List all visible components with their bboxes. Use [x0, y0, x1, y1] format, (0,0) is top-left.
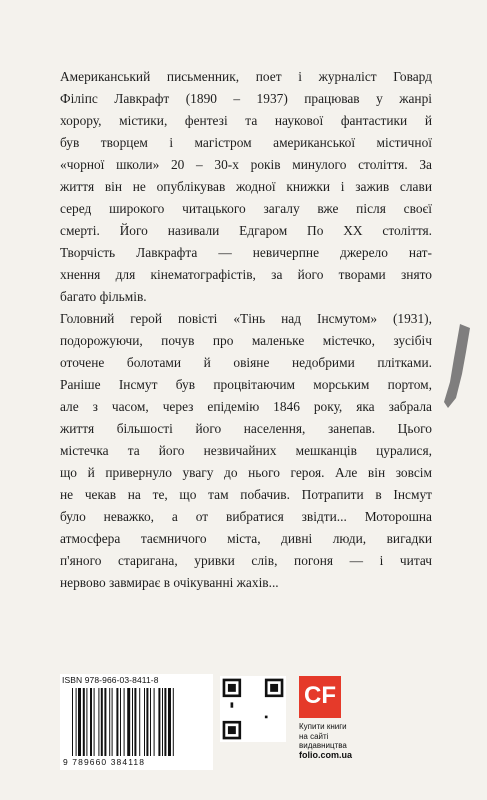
text-line: серед широкого читацького загалу вже після своєї: [60, 201, 432, 216]
text-line: не чекав на те, що там побачив. Потрапити в Інсмут: [60, 487, 432, 502]
publisher-line-1: Купити книги: [299, 722, 347, 731]
ink-smudge-decoration: [440, 322, 474, 410]
publisher-logo: CF: [299, 676, 341, 718]
text-line: хнення для кінематографістів, за його творами знято: [60, 267, 432, 282]
text-line: Творчість Лавкрафта — невичерпне джерело нат-: [60, 245, 432, 260]
text-line: життя він не опублікував жодної книжки і зажив слави: [60, 179, 432, 194]
annotation-text: [60, 66, 432, 594]
text-line: було неважко, а от вибратися звідти... Моторошна: [60, 509, 432, 524]
text-line: життя більшості його населення, занепав. Цього: [60, 421, 432, 436]
text-line: п'яного старигана, уривки слів, погоня — і читач: [60, 553, 432, 568]
text-line: нервово завмирає в очікуванні жахів...: [60, 575, 279, 590]
text-line: Головний герой повісті «Тінь над Інсмутом» (1931),: [60, 311, 432, 326]
text-line: «чорної школи» 20 – 30-х років минулого століття. За: [60, 157, 432, 172]
barcode-digits: 9 789660 384118: [63, 757, 146, 767]
text-line: Раніше Інсмут був процвітаючим морським портом,: [60, 377, 432, 392]
text-line: був творцем і магістром американської містичної: [60, 135, 432, 150]
publisher-line-3: видавництва: [299, 741, 347, 750]
text-line: але з часом, через епідемію 1846 року, яка забрала: [60, 399, 432, 414]
text-line: хорору, містики, фентезі та наукової фантастики й: [60, 113, 432, 128]
publisher-line-2: на сайті: [299, 731, 329, 741]
text-line: що й привернуло увагу до нього героя. Але він зовсім: [60, 465, 432, 480]
qr-code: [220, 676, 286, 742]
text-line: багато фільмів.: [60, 289, 147, 304]
text-line: містечка та його незвичайних мешканців цуралися,: [60, 443, 432, 458]
text-line: смерті. Його називали Едгаром По ХХ століття.: [60, 223, 432, 238]
text-line: оточене болотами й овіяне недобрими плітками.: [60, 355, 432, 370]
publisher-info: [299, 722, 373, 760]
text-line: атмосфера таємничого міста, дивні люди, вигадки: [60, 531, 432, 546]
text-line: подорожуючи, почув про маленьке містечко, зусібіч: [60, 333, 432, 348]
text-line: Філіпс Лавкрафт (1890 – 1937) працював у жанрі: [60, 91, 432, 106]
ean-barcode: [72, 688, 210, 756]
paragraph: [60, 66, 432, 308]
publisher-site: folio.com.ua: [299, 749, 353, 760]
text-line: Американський письменник, поет і журналіст Говард: [60, 69, 432, 84]
paragraph: [60, 308, 432, 594]
isbn-label: ISBN 978-966-03-8411-8: [62, 675, 159, 685]
